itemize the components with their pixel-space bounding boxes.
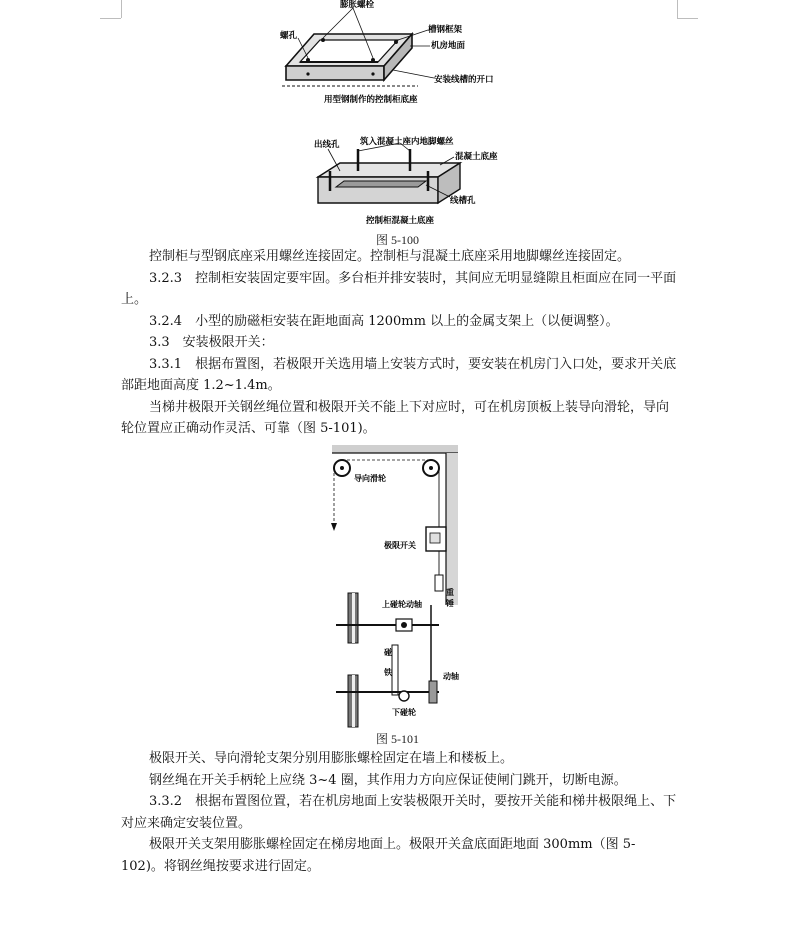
label-cam-2: 铁 (384, 668, 392, 677)
paragraph: 3.2.3 控制柜安装固定要牢固。多台柜并排安装时，其间应无明显缝隙且柜面应在同一平面上。 (121, 270, 677, 307)
paragraph: 3.2.4 小型的励磁柜安装在距地面高 1200mm 以上的金属支架上（以便调整）。 (149, 313, 619, 329)
body-text-block-1 (121, 246, 677, 440)
label-outlet-hole: 出线孔 (314, 140, 340, 150)
label-anchor-bolt: 筑入混凝土座内地脚螺丝 (360, 137, 454, 147)
label-channel-frame: 槽钢框架 (428, 25, 463, 35)
label-limit-switch: 极限开关 (384, 541, 416, 550)
paragraph: 当梯井极限开关钢丝绳位置和极限开关不能上下对应时，可在机房顶板上装导向滑轮，导向轮位置应正确动作灵活、可靠（图 5-101)。 (121, 399, 670, 436)
label-guide-pulley: 导向滑轮 (354, 474, 386, 483)
corner-mark-right-h (677, 18, 698, 19)
figure-steel-base (278, 0, 518, 108)
figure-limit-switch (328, 445, 468, 730)
label-room-floor: 机房地面 (431, 41, 466, 51)
label-bolt-hole: 螺孔 (280, 31, 298, 41)
figure-concrete-base (300, 135, 500, 230)
label-concrete-base: 混凝土底座 (455, 152, 498, 162)
paragraph: 钢丝绳在开关手柄轮上应绕 3~4 圈，其作用力方向应保证使闸门跳开，切断电源。 (149, 772, 627, 788)
label-expansion-bolt: 膨胀螺栓 (340, 0, 375, 10)
corner-mark-left-v (121, 0, 122, 18)
figure-caption-5-101: 图 5-101 (376, 732, 419, 746)
corner-mark-right-v (677, 0, 678, 18)
paragraph: 3.3.2 根据布置图位置，若在机房地面上安装极限开关时，要按开关能和梯井极限绳上、下对应来确定安装位置。 (121, 794, 677, 831)
figure-caption-5-100: 图 5-100 (376, 233, 419, 247)
paragraph: 极限开关、导向滑轮支架分别用膨胀螺栓固定在墙上和楼板上。 (149, 751, 514, 766)
paragraph: 极限开关支架用膨胀螺栓固定在梯房地面上。极限开关盒底面距地面 300mm（图 5-102)。将钢丝绳按要求进行固定。 (121, 837, 636, 874)
body-text-block-2 (121, 748, 677, 877)
label-lower-roller: 下碰轮 (392, 708, 416, 717)
paragraph: 3.3 安装极限开关： (149, 335, 274, 350)
label-weight-2: 锤 (446, 599, 454, 608)
paragraph: 3.3.1 根据布置图，若极限开关选用墙上安装方式时，要安装在机房门入口处，要求开关底部距地面高度 1.2~1.4m。 (121, 356, 677, 393)
paragraph: 控制柜与型钢底座采用螺丝连接固定。控制柜与混凝土底座采用地脚螺丝连接固定。 (149, 249, 631, 264)
figure-title-concrete-base: 控制柜混凝土底座 (366, 216, 435, 226)
label-upper-roller: 上碰轮动轴 (382, 600, 422, 609)
label-moving-shaft: 动轴 (443, 672, 459, 681)
figure-title-steel-base: 用型钢制作的控制柜底座 (324, 95, 418, 105)
label-trough-hole: 线槽孔 (450, 196, 476, 206)
label-wire-opening: 安装线槽的开口 (434, 75, 494, 85)
label-weight-1: 重 (446, 588, 454, 597)
corner-mark-left-h (100, 18, 121, 19)
label-cam-1: 碰 (384, 648, 392, 657)
